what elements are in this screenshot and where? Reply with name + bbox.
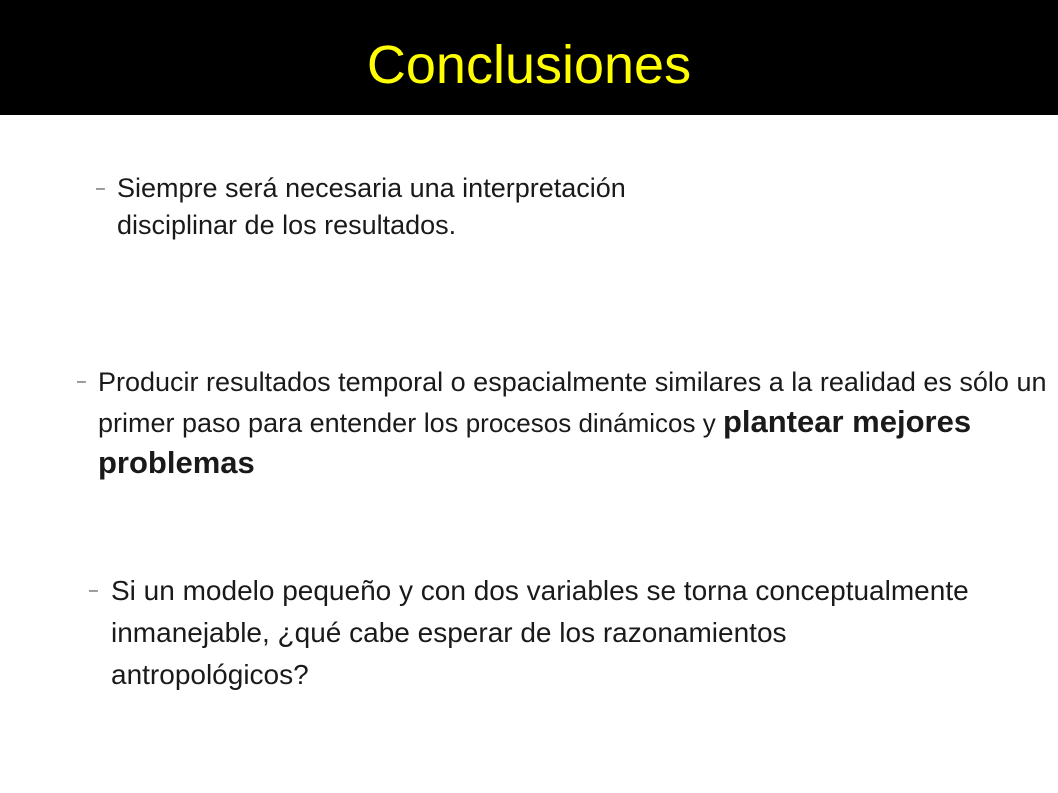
bullet-item-1 [96,170,657,244]
bullet-text-2 [98,362,1053,484]
title-bar [0,0,1058,115]
bullet-text-2-main: Producir resultados temporal o espacialmente similares a la realidad es sólo un primer paso para entender los [98,367,1047,438]
bullet-text-1: Siempre será necesaria una interpretación disciplinar de los resultados. [117,173,626,240]
bullet-text-2-small: procesos dinámicos y [465,408,723,438]
bullet-text-3: Si un modelo pequeño y con dos variables se torna conceptualmente inmanejable, ¿qué cabe esperar de los razonamientos antropológicos? [111,575,969,690]
bullet-item-3 [89,570,991,696]
dash-bullet-icon: – [96,180,105,197]
dash-bullet-icon: – [77,373,86,390]
bullet-text-2-emphasis: plantear mejores problemas [98,404,972,480]
dash-bullet-icon: – [89,582,98,599]
bullet-item-2 [77,362,1053,484]
slide-title: Conclusiones [366,35,692,95]
